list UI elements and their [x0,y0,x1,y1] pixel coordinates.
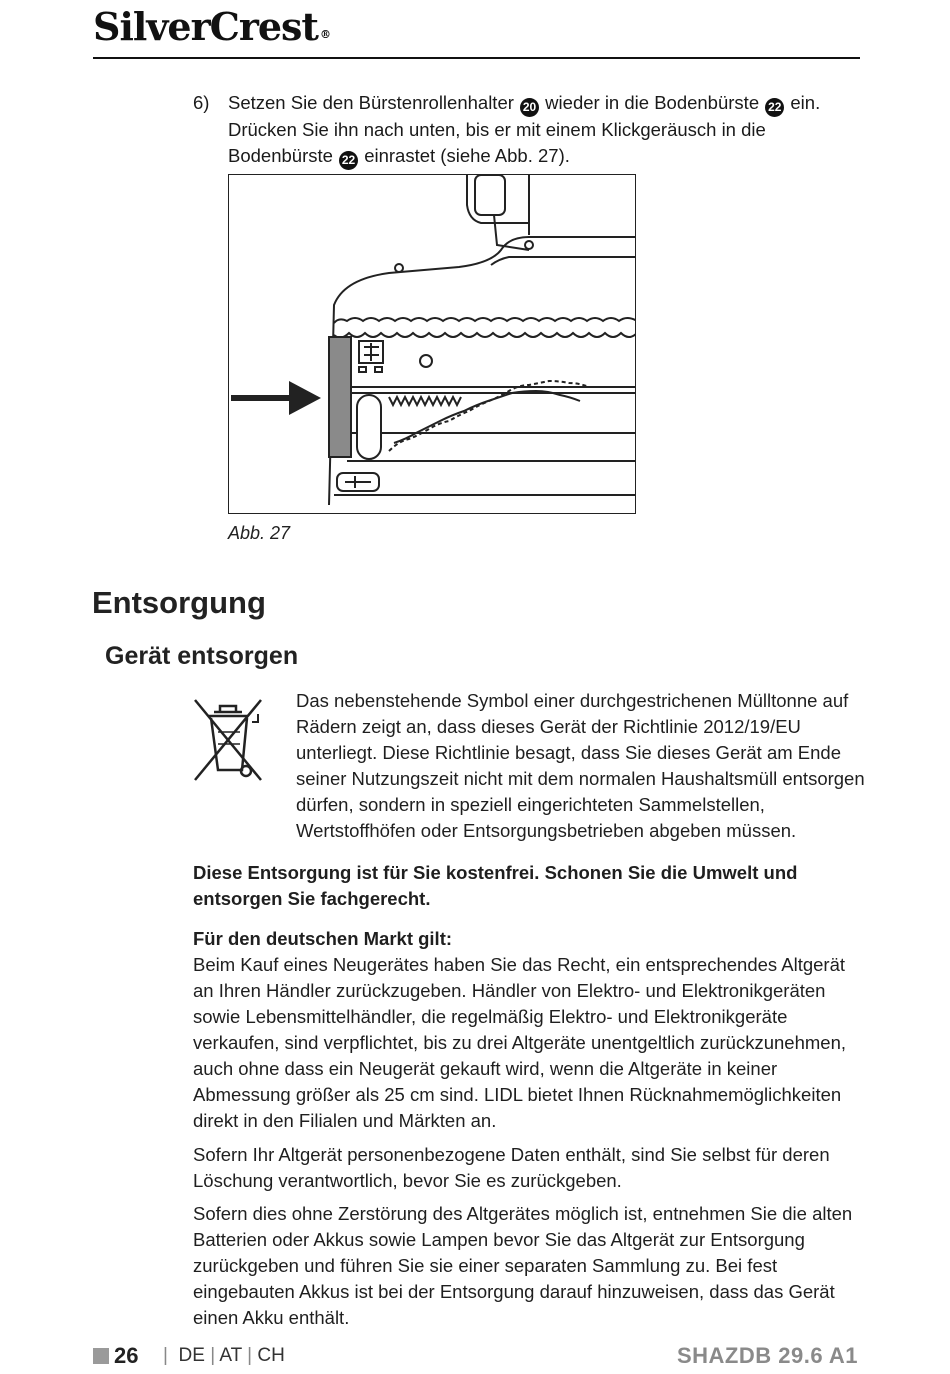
footer-divider: | [163,1345,168,1366]
part-ref-badge: 22 [765,98,784,117]
german-market-section [193,926,863,1134]
page-number: 26 [114,1343,139,1368]
german-market-text: Beim Kauf eines Neugerätes haben Sie das Recht, ein entsprechendes Altgerät an Ihren Händler zurückzugeben. Händler von Elektro- und Elektronikgeräten sowie Lebensmittelhändler, die regelmäßig Elektro- und Elektronikgeräte verkaufen, sind verpflichtet, bis zu drei Altgeräte unentgeltlich zurückzunehmen, auch ohne dass ein Neugerät gekauft wird, wenn die Altgeräte in keiner Abmessung größer als 25 cm sind. LIDL bietet Ihnen Rücknahmemöglichkeiten direkt in den Filialen und Märkten an. [193,954,847,1131]
part-ref-badge: 20 [520,98,539,117]
step-number: 6) [193,92,210,113]
weee-intro-text: Das nebenstehende Symbol einer durchgestrichenen Mülltonne auf Rädern zeigt an, dass dieses Gerät der Richtlinie 2012/19/EU unterliegt. Diese Richtlinie besagt, dass Sie dieses Gerät am Ende seiner Nutzungszeit nicht mit dem normalen Haushaltsmüll entsorgen dürfen, sondern in speziell eingerichteten Sammelstellen, Wertstoffhöfen oder Entsorgungsbetrieben abgeben müssen. [296,690,865,841]
step-text-part: Setzen Sie den Bürstenrollenhalter [228,92,520,113]
registered-mark: ® [319,28,331,41]
battery-removal-text: Sofern dies ohne Zerstörung des Altgerätes möglich ist, entnehmen Sie die alten Batterien oder Akkus sowie Lampen bevor Sie das Altgerät zur Entsorgung zurückgeben und führen Sie sie einer separaten Sammlung zu. Bei fest eingebauten Akkus ist bei der Entsorgung darauf hinzuweisen, dass das Gerät einen Akku enthält. [193,1203,853,1328]
figure-caption: Abb. 27 [228,523,291,543]
footer-divider: | [247,1345,253,1366]
figure-brush-holder [228,174,636,514]
section-title: Entsorgung [92,585,266,620]
part-ref-badge: 22 [339,151,358,170]
country-code: DE [178,1345,205,1366]
step-text [228,90,848,170]
personal-data-text: Sofern Ihr Altgerät personenbezogene Daten enthält, sind Sie selbst für deren Löschung verantwortlich, bevor Sie es zurückgeben. [193,1144,830,1191]
subsection-title: Gerät entsorgen [105,642,299,670]
german-market-title: Für den deutschen Markt gilt: [193,928,453,949]
step-text-part: wieder in die Bodenbürste [540,92,765,113]
crossed-bin-icon [192,692,264,784]
step-text-part: ein. Drücken Sie ihn nach unten, bis er mit einem Klickgeräusch in die Bodenbürste [228,92,821,166]
footer-divider: | [210,1345,216,1366]
brand-logo [93,4,331,50]
model-number: SHAZDB 29.6 A1 [676,1343,858,1368]
free-disposal-note: Diese Entsorgung ist für Sie kostenfrei. Schonen Sie die Umwelt und entsorgen Sie fachgerecht. [193,862,798,909]
brand-name: SilverCrest [93,4,318,49]
country-code: CH [257,1345,285,1366]
brush-holder-part [329,337,351,457]
insert-arrow-icon [231,381,321,415]
country-codes [163,1345,285,1367]
step-text-part: einrastet (siehe Abb. 27). [359,145,570,166]
floor-brush-illustration [229,175,636,514]
footer-square-marker [93,1348,109,1364]
country-code: AT [219,1345,242,1366]
header-rule [93,57,860,59]
